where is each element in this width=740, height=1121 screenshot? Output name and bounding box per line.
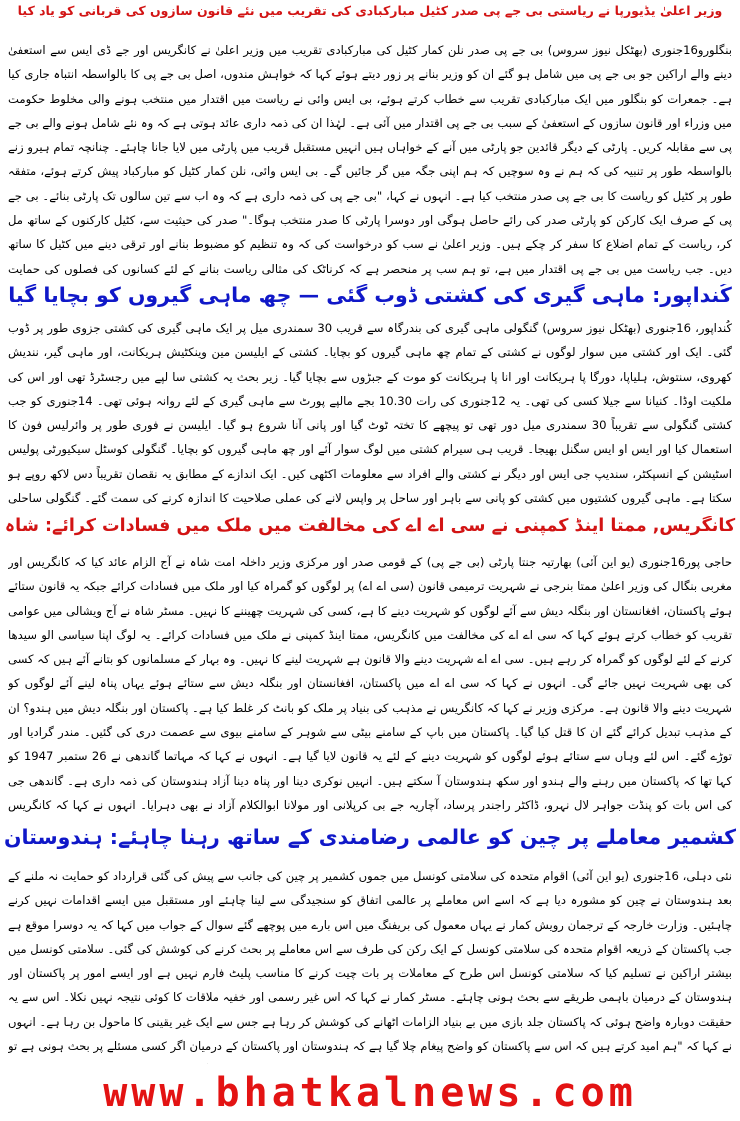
article-1-body: بنگلورو16جنوری (بھٹکل نیوز سروس) بی جے پی صدر نلن کمار کٹیل کی مبارکبادی تقریب میں وزیر اعلیٰ نے کانگریس اور جے ڈی ایس سے استعفیٰ دینے والے اراکین جو بی جے پی میں شامل ہو گئے ان کو وزیر بنانے پر زور دیتے ہوئے کہا کہ خواہش مندوں، اصل بی جے پی کا بالواسطہ انتباہ جاری کیا ہے۔ جمعرات کو بنگلور میں ایک مبارکبادی تقریب سے خطاب کرتے ہوئے، بی ایس وائی نے ریاست میں اقتدار میں منتخب ہونے والی مخلوط حکومت میں وزراء اور قانون سازوں کے استعفیٰ کے سبب بی جے پی اقتدار میں آئی ہے۔ لہٰذا ان کی ذمہ داری عائد ہوتی ہے کہ وہ نئے شامل ہونے والے بی جے پی سے مقابلہ کریں۔ پارٹی کے دیگر قائدین جو پارٹی میں آنے کے خواہاں ہیں انہیں مستقبل قریب میں پارٹی میں لایا جانا چاہئے۔ چنانچہ تمام ہیرو زنے بالواسطہ طور پر تنبیہ کی کہ ہم نے وہ سوچیں کہ ہم اپنی جگہ میں گر جائیں گے۔ بی ایس وائی، نلن کمار کٹیل کو مبارکباد پیش کرتے ہوئے، متفقہ طور پر کٹیل کو ریاست کا بی جے پی صدر منتخب کیا ہے۔ انہوں نے کہا، "بی جے پی کی ذمہ داری ہے کہ وہ اب سے تین سالوں تک پارٹی بنائے۔ بی جے پی کے صرف ایک کارکن کو پارٹی صدر کی رائے حاصل ہوگی اور دوسرا پارٹی کا صدر منتخب ہوگا۔" صدر کی حیثیت سے، کٹیل کارکنوں کے ساتھ مل کر، ریاست کے تمام اضلاع کا سفر کر چکے ہیں۔ وزیر اعلیٰ نے سب کو درخواست کی کہ وہ تنظیم کو مضبوط بنانے اور ترقی دینے میں کٹیل کا ساتھ دیں۔ جب ریاست میں بی جے پی اقتدار میں ہے، تو ہم سب پر منحصر ہے کہ کرناٹک کی مثالی ریاست بنانے کے لئے کسانوں کی فصلوں کی حمایت — [8, 43, 732, 276]
article-4-headline: کشمیر معاملے پر چین کو عالمی رضامندی کے ساتھ رہنا چاہئے: ہندوستان — [4, 826, 736, 849]
article-4-body: نئی دہلی، 16جنوری (یو این آئی) اقوام متحدہ کی سلامتی کونسل میں جموں کشمیر پر چین کی جانب سے پیش کی گئی قرارداد کو حمایت نہ ملنے کے بعد ہندوستان نے چین کو مشورہ دیا ہے کہ اسے اس معاملے پر عالمی اتفاق کو سنجیدگی سے لینا چاہئے اور مستقبل میں ایسے اقدامات نہیں کرنے چاہئیں۔ وزارت خارجہ کے ترجمان رویش کمار نے یہاں معمول کی بریفنگ میں اس بارے میں پوچھے گئے سوال کے جواب میں کہا کہ یہ دوسرا موقع ہے جب پاکستان کے ذریعہ اقوام متحدہ کی سلامتی کونسل کے ایک رکن کی طرف سے اس معاملے پر بحث کرنے کی کوشش کی گئی۔ سلامتی کونسل میں بیشتر اراکین نے تسلیم کیا کہ سلامتی کونسل اس طرح کے معاملات پر بات چیت کرنے کا مناسب پلیٹ فارم نہیں ہے اور ایسے امور پر پاکستان اور ہندوستان کے درمیان باہمی طریقے سے بحث ہونی چاہئے۔ مسٹر کمار نے کہا کہ اس غیر رسمی اور خفیہ ملاقات کا کوئی نتیجہ نہیں نکلا۔ اس سے یہ حقیقت دوبارہ واضح ہوئی کہ پاکستان جلد بازی میں بے بنیاد الزامات اٹھانے کی کوشش کر رہا ہے جس سے ایک غیر یقینی کا ماحول بن رہا ہے۔ انہوں نے کہا کہ "ہم امید کرتے ہیں کہ اس سے پاکستان کو واضح پیغام چلا گیا ہے کہ ہندوستان اور پاکستان کے درمیان اگر کسی مسئلے پر بحث ہونی ہے تو — [8, 869, 732, 1054]
article-3-headline: کانگریس, ممتا اینڈ کمپنی نے سی اے اے کی مخالفت میں ملک میں فسادات کرائے: شاہ — [4, 516, 736, 536]
article-1-headline: وزیر اعلیٰ یڈیورپا نے ریاستی بی جے پی صدر کٹیل مبارکبادی کی تقریب میں نئے قانون سازوں کی قربانی کو یاد کیا — [17, 4, 723, 18]
article-2-headline: کُنداپور: ماہی گیری کی کشتی ڈوب گئی — چھ ماہی گیروں کو بچایا گیا — [8, 284, 732, 307]
website-footer: www.bhatkalnews.com — [103, 1070, 637, 1116]
article-2-body: کُنداپور، 16جنوری (بھٹکل نیوز سروس) گنگولی ماہی گیری کی بندرگاہ سے قریب 30 سمندری میل پر ایک ماہی گیری کی کشتی جزوی طور پر ڈوب گئی۔ ایک اور کشتی میں سوار لوگوں نے کشتی کے تمام چھ ماہی گیروں کو بچایا۔ کشتی کے ایلیسن مین وینکٹیش ہریکانت، اور ماہی گیر، نندیش کھروی، سنتوش، ہلیاپا، دورگا پا ہریکانت اور انا پا ہریکانت کو موت کے جبڑوں سے بچایا گیا۔ زیر بحث یہ کشتی سا لپے میں رجسٹرڈ تھی اور اس کی ملکیت اوڈا۔ کنیانا سے جیلا کسی کی تھی۔ یہ 12جنوری کی رات 10.30 بجے مالپے پورٹ سے ماہی گیری کے لئے روانہ ہوئی تھی۔ 14جنوری کو جب کشتی گنگولی سے تقریباً 30 سمندری میل دور تھی تو پیچھے کا تختہ ٹوٹ گیا اور پانی آنا شروع ہو گیا۔ ایلیسن نے فوری طور پر وائرلیس فون کا استعمال کیا اور ایس او ایس سگنل بھیجا۔ قریب ہی سیرام کشتی میں لوگ سوار آئے اور چھ ماہی گیروں کو بچایا۔ گنگولی کوسٹل سیکیورٹی پولیس اسٹیشن کے انسپکٹر، سندیپ جی ایس اور دیگر نے کشتی والے افراد سے معلومات اکٹھی کیں۔ ایک اندازے کے مطابق یہ نقصان تقریباً دس لاکھ روپے ہو سکتا ہے۔ ماہی گیروں کشتیوں میں کشتی کو پانی سے باہر اور ساحل پر واپس لانے کی عملی صلاحیت کا اندازہ کرنے کی سمت گئے۔ گنگولی ساحلی — [8, 321, 732, 506]
article-3-body: حاجی پور16جنوری (یو این آئی) بھارتیہ جنتا پارٹی (بی جے پی) کے قومی صدر اور مرکزی وزیر داخلہ امت شاہ نے آج الزام عائد کیا کہ کانگریس اور مغربی بنگال کی وزیر اعلیٰ ممتا بنرجی نے شہریت ترمیمی قانون (سی اے اے) پر لوگوں کو گمراہ کیا اور ملک میں فسادات کرائے جبکہ یہ قانون ستائے ہوئے پاکستان، افغانستان اور بنگلہ دیش سے آئے لوگوں کو شہریت دینے کا ہے، کسی کی شہریت چھیننے کا نہیں۔ مسٹر شاہ نے آج ویشالی میں عوامی تقریب کو خطاب کرتے ہوئے کہا کہ سی اے اے کی مخالفت میں کانگریس، ممتا اینڈ کمپنی نے ملک میں فسادات کرائے۔ یہ لوگ اپنا سیاسی الو سیدھا کرنے کے لئے لوگوں کو گمراہ کر رہے ہیں۔ سی اے اے شہریت دینے والا قانون ہے شہریت لینے کا نہیں۔ وہ بہار کے مسلمانوں کو بتانے آئے ہیں کہ کسی کی بھی شہریت نہیں جائے گی۔ انہوں نے کہا کہ سی اے اے میں پاکستان، افغانستان اور بنگلہ دیش سے ستائے ہوئے یہاں پناہ لینے آئے لوگوں کو شہریت دینے والا قانون ہے۔ مرکزی وزیر نے کہا کہ کانگریس نے مذہب کی بنیاد پر ملک کو بانٹ کر غلط کیا ہے۔ پاکستان اور بنگلہ دیش میں ہندو؟ ان کے مذہب تبدیل کرائے گئے ان کا قتل کیا گیا۔ پاکستان میں باپ کے سامنے بیٹی سے شوہر کے سامنے بیوی سے عصمت دری کی گئیں۔ مندر گرادیا اور توڑے گئے۔ اس لئے وہاں سے ستائے ہوئے لوگوں کو شہریت دینے کے لئے یہ قانون لایا گیا ہے۔ انہوں نے کہا کہ مہاتما گاندھی نے 26 ستمبر 1947 کو کہا تھا کہ پاکستان میں رہنے والے ہندو اور سکھ ہندوستان آ سکتے ہیں۔ انہیں نوکری دینا اور پناہ دینا آزاد ہندوستان کی ذمہ داری ہے۔ گاندھی جی کی اس بات کو پنڈت جواہر لال نہرو، ڈاکٹر راجندر پرساد، آچاریہ جے بی کرپلانی اور مولانا ابوالکلام آزاد نے بھی دہرایا۔ انہوں نے کہا کہ کانگریس — [8, 555, 732, 812]
